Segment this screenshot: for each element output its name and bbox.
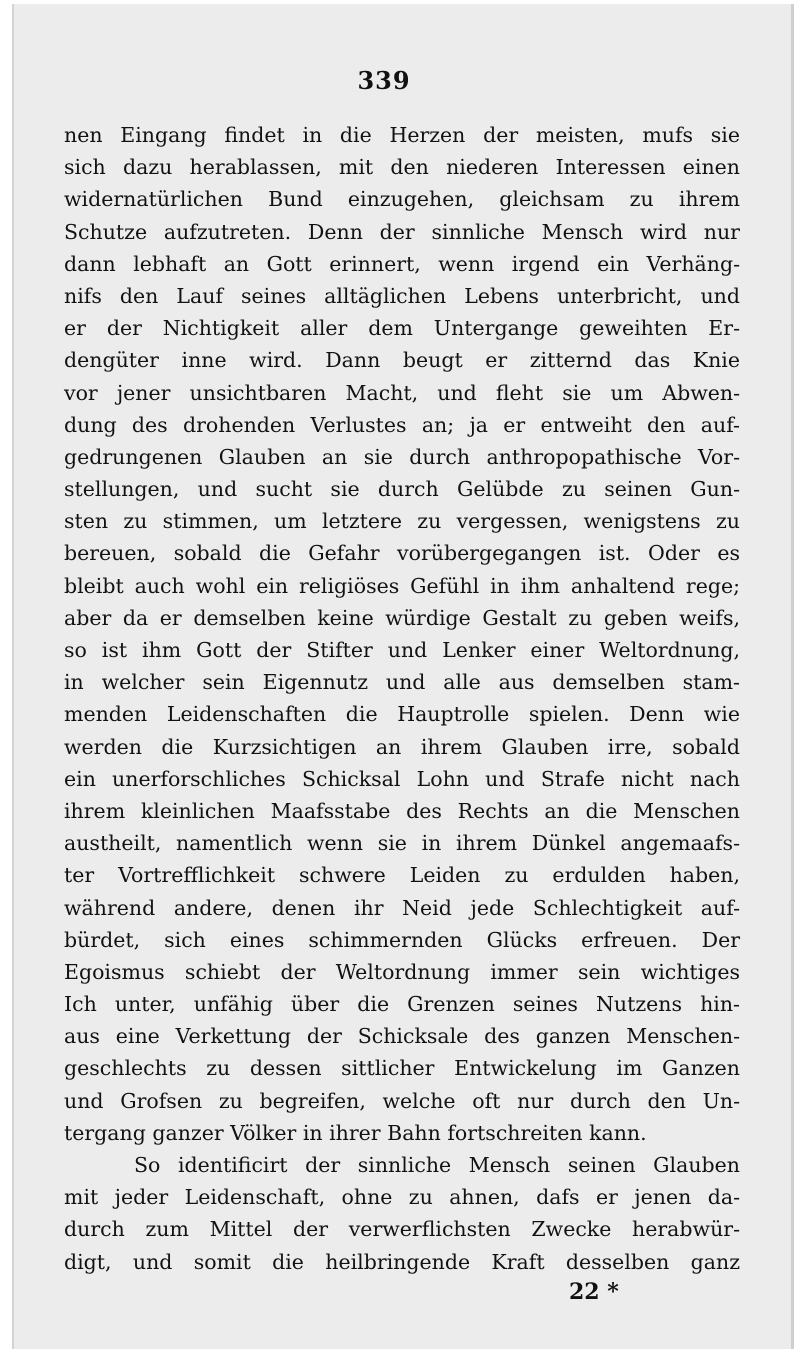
- text-line: widernatürlichen Bund einzugehen, gleichsam zu ihrem: [64, 187, 740, 212]
- text-line: aber da er demselben keine würdige Gestalt zu geben weifs,: [64, 605, 740, 630]
- text-line: digt, und somit die heilbringende Kraft desselben ganz: [64, 1249, 740, 1274]
- text-line: in welcher sein Eigennutz und alle aus demselben stam-: [64, 670, 740, 695]
- text-line: ein unerforschliches Schicksal Lohn und Strafe nicht nach: [64, 766, 740, 791]
- text-line: durch zum Mittel der verwerflichsten Zwecke herabwür-: [64, 1217, 740, 1242]
- text-line: während andere, denen ihr Neid jede Schlechtigkeit auf-: [64, 895, 740, 920]
- text-line: gedrungenen Glauben an sie durch anthropopathische Vor-: [64, 444, 740, 469]
- text-line: so ist ihm Gott der Stifter und Lenker einer Weltordnung,: [64, 638, 740, 662]
- text-line: sten zu stimmen, um letztere zu vergessen, wenigstens zu: [64, 509, 740, 534]
- text-line: ihrem kleinlichen Maafsstabe des Rechts an die Menschen: [64, 798, 740, 823]
- text-line: Egoismus schiebt der Weltordnung immer sein wichtiges: [64, 959, 740, 984]
- text-line: werden die Kurzsichtigen an ihrem Glauben irre, sobald: [64, 734, 740, 759]
- text-line: ter Vortrefflichkeit schwere Leiden zu erdulden haben,: [64, 863, 740, 888]
- text-line: aus eine Verkettung der Schicksale des ganzen Menschen-: [64, 1024, 740, 1049]
- body-text: [64, 119, 740, 1278]
- text-line: vor jener unsichtbaren Macht, und fleht sie um Abwen-: [64, 380, 740, 405]
- signature-mark: 22 *: [569, 1279, 619, 1305]
- text-line: austheilt, namentlich wenn sie in ihrem Dünkel angemaafs-: [64, 831, 740, 856]
- text-line: stellungen, und sucht sie durch Gelübde zu seinen Gun-: [64, 477, 740, 502]
- text-line: bereuen, sobald die Gefahr vorübergegangen ist. Oder es: [64, 541, 740, 566]
- text-line: tergang ganzer Völker in ihrer Bahn fortschreiten kann.: [64, 1120, 647, 1145]
- text-line: Ich unter, unfähig über die Grenzen seines Nutzens hin-: [64, 992, 740, 1017]
- text-line: sich dazu herablassen, mit den niederen Interessen einen: [64, 155, 740, 180]
- text-line: dengüter inne wird. Dann beugt er zitternd das Knie: [64, 348, 740, 373]
- text-line: dung des drohenden Verlustes an; ja er entweiht den auf-: [64, 412, 740, 437]
- text-line: er der Nichtigkeit aller dem Untergange geweihten Er-: [64, 316, 740, 341]
- text-line: menden Leidenschaften die Hauptrolle spielen. Denn wie: [64, 702, 740, 727]
- book-page: [12, 4, 794, 1349]
- text-line: So identificirt der sinnliche Mensch seinen Glauben: [134, 1153, 740, 1177]
- text-line: nen Eingang findet in die Herzen der meisten, mufs sie: [64, 123, 740, 147]
- text-line: und Grofsen zu begreifen, welche oft nur durch den Un-: [64, 1088, 740, 1113]
- text-line: bürdet, sich eines schimmernden Glücks erfreuen. Der: [64, 927, 740, 952]
- page-number: 339: [357, 66, 411, 95]
- text-line: dann lebhaft an Gott erinnert, wenn irgend ein Verhäng-: [64, 251, 740, 276]
- text-line: Schutze aufzutreten. Denn der sinnliche Mensch wird nur: [64, 219, 740, 244]
- text-line: mit jeder Leidenschaft, ohne zu ahnen, dafs er jenen da-: [64, 1185, 740, 1210]
- text-line: geschlechts zu dessen sittlicher Entwickelung im Ganzen: [64, 1056, 740, 1081]
- text-line: nifs den Lauf seines alltäglichen Lebens unterbricht, und: [64, 283, 740, 308]
- text-line: bleibt auch wohl ein religiöses Gefühl in ihm anhaltend rege;: [64, 573, 740, 598]
